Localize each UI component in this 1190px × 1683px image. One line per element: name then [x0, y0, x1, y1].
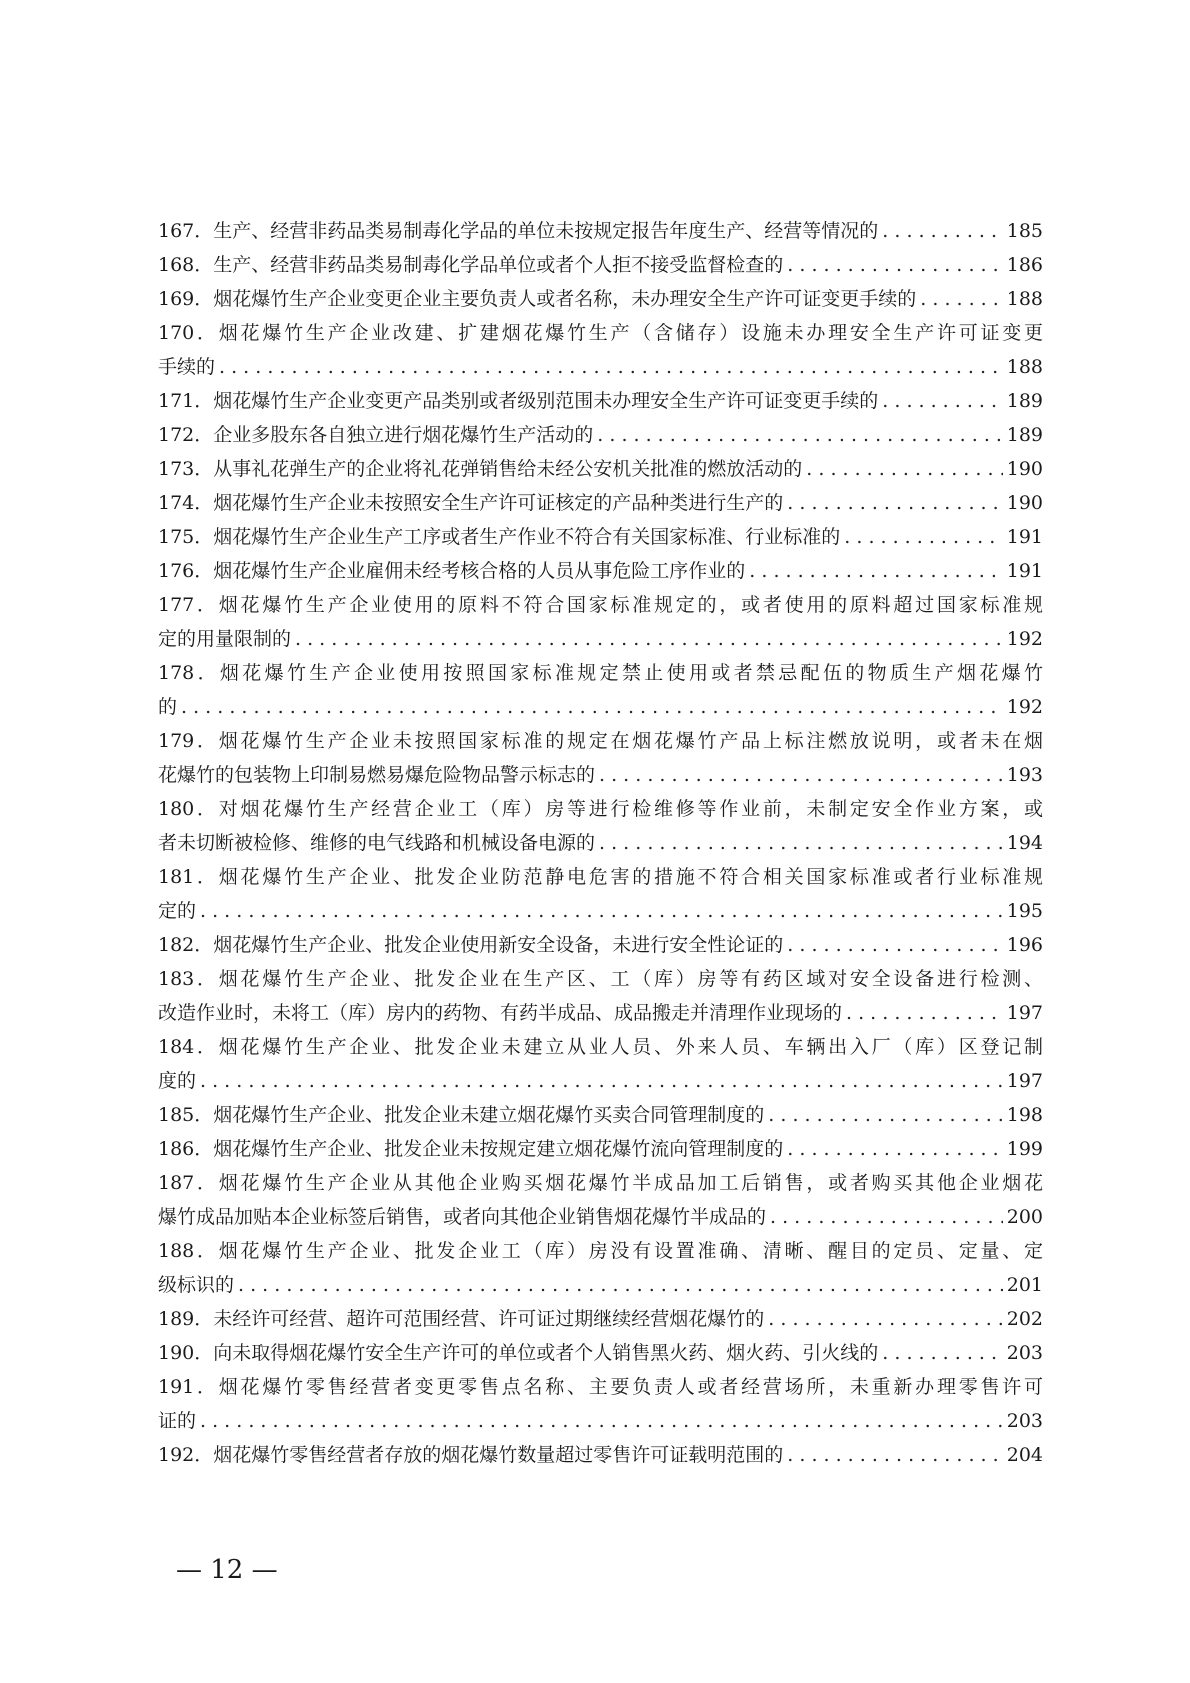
toc-page-number: 199 [1006, 1138, 1043, 1160]
dot-leader [844, 520, 1002, 554]
dot-leader [200, 1404, 1003, 1438]
dot-leader [806, 452, 1002, 486]
toc-page-number: 192 [1006, 628, 1043, 650]
dot-leader [238, 1268, 1003, 1302]
toc-page-number: 197 [1006, 1070, 1043, 1092]
toc-entry-text: 192．烟花爆竹零售经营者存放的烟花爆竹数量超过零售许可证载明范围的 [158, 1444, 784, 1466]
toc-entry[interactable] [158, 486, 1043, 520]
dot-leader [770, 1200, 1003, 1234]
toc-entry-text: 190．向未取得烟花爆竹安全生产许可的单位或者个人销售黑火药、烟火药、引火线的 [158, 1342, 879, 1364]
toc-entry[interactable] [158, 248, 1043, 282]
toc-entry-text: 177．烟花爆竹生产企业使用的原料不符合国家标准规定的，或者使用的原料超过国家标准规 [158, 594, 1043, 616]
toc-entry[interactable] [158, 1438, 1043, 1472]
toc-entry[interactable] [158, 1166, 1043, 1234]
toc-entry-text: 184．烟花爆竹生产企业、批发企业未建立从业人员、外来人员、车辆出入厂（库）区登记制 [158, 1036, 1043, 1058]
toc-entry-text: 186．烟花爆竹生产企业、批发企业未按规定建立烟花爆竹流向管理制度的 [158, 1138, 784, 1160]
toc-entry-text: 者未切断被检修、维修的电气线路和机械设备电源的 [158, 832, 596, 854]
dot-leader [768, 1302, 1002, 1336]
toc-page-number: 192 [1006, 696, 1043, 718]
toc-page-number: 202 [1006, 1308, 1043, 1330]
table-of-contents [158, 214, 1043, 1472]
toc-entry-text: 167．生产、经营非药品类易制毒化学品的单位未按规定报告年度生产、经营等情况的 [158, 220, 879, 242]
toc-entry-text: 172．企业多股东各自独立进行烟花爆竹生产活动的 [158, 424, 594, 446]
dot-leader [787, 928, 1002, 962]
toc-entry[interactable] [158, 792, 1043, 860]
toc-entry[interactable] [158, 1030, 1043, 1098]
dot-leader [749, 554, 1002, 588]
toc-page-number: 201 [1006, 1274, 1043, 1296]
toc-page-number: 195 [1006, 900, 1043, 922]
toc-entry-text: 定的用量限制的 [158, 628, 292, 650]
toc-page-number: 198 [1006, 1104, 1043, 1126]
toc-page-number: 185 [1006, 220, 1043, 242]
toc-entry[interactable] [158, 1336, 1043, 1370]
toc-entry-text: 175．烟花爆竹生产企业生产工序或者生产作业不符合有关国家标准、行业标准的 [158, 526, 841, 548]
toc-entry-text: 169．烟花爆竹生产企业变更企业主要负责人或者名称，未办理安全生产许可证变更手续的 [158, 288, 917, 310]
toc-page-number: 190 [1006, 492, 1043, 514]
toc-entry-text: 180．对烟花爆竹生产经营企业工（库）房等进行检维修等作业前，未制定安全作业方案，或 [158, 798, 1043, 820]
toc-entry-text: 188．烟花爆竹生产企业、批发企业工（库）房没有设置准确、清晰、醒目的定员、定量、定 [158, 1240, 1043, 1262]
toc-page-number: 203 [1006, 1410, 1043, 1432]
dot-leader [882, 384, 1002, 418]
toc-entry-text: 爆竹成品加贴本企业标签后销售，或者向其他企业销售烟花爆竹半成品的 [158, 1206, 767, 1228]
toc-entry-text: 174．烟花爆竹生产企业未按照安全生产许可证核定的产品种类进行生产的 [158, 492, 784, 514]
dot-leader [599, 826, 1003, 860]
toc-entry-text: 178．烟花爆竹生产企业使用按照国家标准规定禁止使用或者禁忌配伍的物质生产烟花爆竹 [158, 662, 1043, 684]
toc-entry-text: 手续的 [158, 356, 216, 378]
toc-entry[interactable] [158, 1370, 1043, 1438]
toc-entry-text: 182．烟花爆竹生产企业、批发企业使用新安全设备，未进行安全性论证的 [158, 934, 784, 956]
toc-entry-text: 179．烟花爆竹生产企业未按照国家标准的规定在烟花爆竹产品上标注燃放说明，或者未在烟 [158, 730, 1043, 752]
toc-entry[interactable] [158, 724, 1043, 792]
toc-page-number: 203 [1006, 1342, 1043, 1364]
toc-entry-text: 171．烟花爆竹生产企业变更产品类别或者级别范围未办理安全生产许可证变更手续的 [158, 390, 879, 412]
toc-entry-text: 176．烟花爆竹生产企业雇佣未经考核合格的人员从事危险工序作业的 [158, 560, 746, 582]
dot-leader [787, 1438, 1002, 1472]
toc-entry-text: 191．烟花爆竹零售经营者变更零售点名称、主要负责人或者经营场所，未重新办理零售许可 [158, 1376, 1043, 1398]
toc-entry-text: 花爆竹的包装物上印制易燃易爆危险物品警示标志的 [158, 764, 596, 786]
dot-leader [181, 690, 1003, 724]
toc-entry-text: 187．烟花爆竹生产企业从其他企业购买烟花爆竹半成品加工后销售，或者购买其他企业烟花 [158, 1172, 1043, 1194]
toc-entry[interactable] [158, 214, 1043, 248]
toc-entry[interactable] [158, 656, 1043, 724]
toc-entry[interactable] [158, 452, 1043, 486]
toc-entry-text: 189．未经许可经营、超许可范围经营、许可证过期继续经营烟花爆竹的 [158, 1308, 765, 1330]
toc-entry[interactable] [158, 1302, 1043, 1336]
dot-leader [882, 1336, 1002, 1370]
toc-page-number: 188 [1006, 356, 1043, 378]
toc-entry[interactable] [158, 1234, 1043, 1302]
dot-leader [599, 758, 1003, 792]
toc-entry[interactable] [158, 520, 1043, 554]
toc-entry[interactable] [158, 384, 1043, 418]
toc-page-number: 191 [1006, 560, 1043, 582]
page-footer-number: — 12 — [176, 1555, 278, 1585]
dot-leader [597, 418, 1002, 452]
toc-entry-text: 181．烟花爆竹生产企业、批发企业防范静电危害的措施不符合相关国家标准或者行业标准规 [158, 866, 1043, 888]
toc-page-number: 190 [1006, 458, 1043, 480]
toc-entry[interactable] [158, 316, 1043, 384]
dot-leader [787, 1132, 1002, 1166]
toc-entry[interactable] [158, 418, 1043, 452]
toc-entry-text: 度的 [158, 1070, 197, 1092]
toc-entry-text: 证的 [158, 1410, 197, 1432]
dot-leader [768, 1098, 1002, 1132]
toc-entry[interactable] [158, 588, 1043, 656]
toc-entry[interactable] [158, 1132, 1043, 1166]
toc-entry[interactable] [158, 928, 1043, 962]
dot-leader [787, 486, 1002, 520]
toc-page-number: 186 [1006, 254, 1043, 276]
toc-entry-text: 183．烟花爆竹生产企业、批发企业在生产区、工（库）房等有药区域对安全设备进行检测、 [158, 968, 1043, 990]
toc-entry-text: 168．生产、经营非药品类易制毒化学品单位或者个人拒不接受监督检查的 [158, 254, 784, 276]
toc-page-number: 194 [1006, 832, 1043, 854]
toc-page-number: 189 [1006, 390, 1043, 412]
dot-leader [920, 282, 1002, 316]
toc-entry-text: 级标识的 [158, 1274, 235, 1296]
dot-leader [787, 248, 1002, 282]
toc-entry[interactable] [158, 554, 1043, 588]
toc-entry[interactable] [158, 282, 1043, 316]
toc-entry-text: 185．烟花爆竹生产企业、批发企业未建立烟花爆竹买卖合同管理制度的 [158, 1104, 765, 1126]
toc-entry[interactable] [158, 1098, 1043, 1132]
toc-page-number: 191 [1006, 526, 1043, 548]
toc-page-number: 200 [1006, 1206, 1043, 1228]
toc-page-number: 188 [1006, 288, 1043, 310]
dot-leader [882, 214, 1002, 248]
toc-page-number: 196 [1006, 934, 1043, 956]
toc-entry[interactable] [158, 860, 1043, 928]
toc-entry-text: 170．烟花爆竹生产企业改建、扩建烟花爆竹生产（含储存）设施未办理安全生产许可证变更 [158, 322, 1043, 344]
toc-entry-text: 的 [158, 696, 178, 718]
dot-leader [295, 622, 1003, 656]
dot-leader [200, 1064, 1003, 1098]
dot-leader [219, 350, 1003, 384]
toc-entry-text: 改造作业时，未将工（库）房内的药物、有药半成品、成品搬走并清理作业现场的 [158, 1002, 843, 1024]
dot-leader [200, 894, 1003, 928]
toc-entry-text: 定的 [158, 900, 197, 922]
toc-page-number: 189 [1006, 424, 1043, 446]
toc-page-number: 193 [1006, 764, 1043, 786]
toc-page-number: 204 [1006, 1444, 1043, 1466]
toc-entry-text: 173．从事礼花弹生产的企业将礼花弹销售给未经公安机关批准的燃放活动的 [158, 458, 803, 480]
toc-entry[interactable] [158, 962, 1043, 1030]
toc-page-number: 197 [1006, 1002, 1043, 1024]
dot-leader [846, 996, 1003, 1030]
